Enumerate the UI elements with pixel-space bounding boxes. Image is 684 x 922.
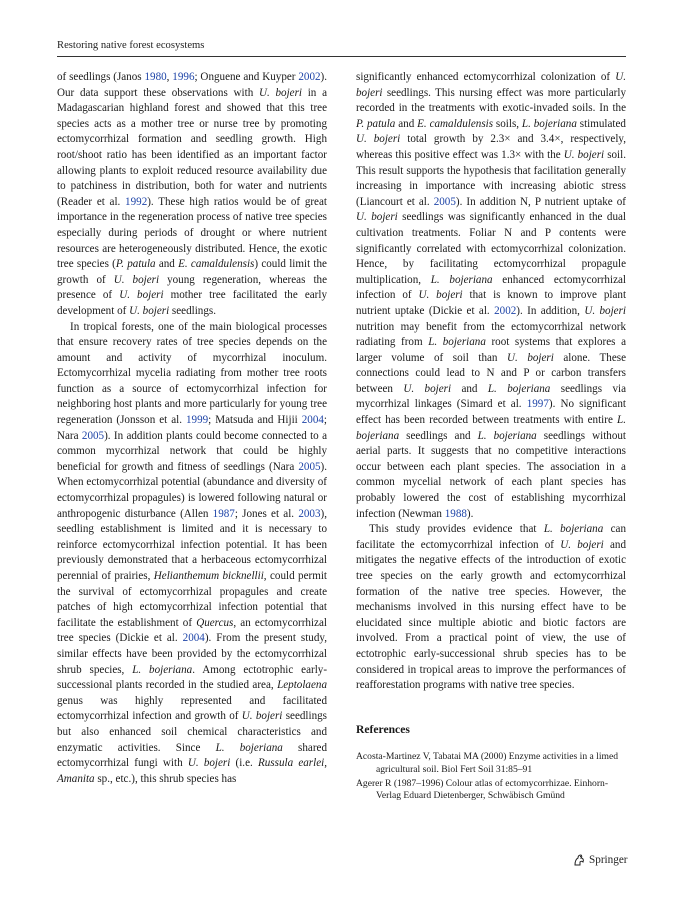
right-column [356,70,626,804]
citation-link[interactable]: 2004 [182,632,205,645]
citation-link[interactable]: 1980 [144,71,167,83]
publisher-name: Springer [589,854,628,866]
citation-link[interactable]: 1988 [444,507,467,520]
reference-item: Agerer R (1987–1996) Colour atlas of ectomycorrhizae. Einhorn-Verlag Eduard Dietenberger, Schwäbisch Gmünd [356,777,609,801]
left-column [57,70,327,787]
running-head-title: Restoring native forest ecosystems [57,40,205,51]
citation-link[interactable]: 1999 [185,414,209,427]
header-rule [57,56,626,57]
springer-horse-icon [572,853,586,867]
citation-link[interactable]: 2002 [298,71,321,83]
citation-link[interactable]: 1996 [172,71,195,83]
references-heading: References [356,722,410,736]
reference-item: Acosta-Martinez V, Tabatai MA (2000) Enzyme activities in a limed agricultural soil. Biol Fert Soil 31:85–91 [356,751,619,775]
citation-link[interactable]: 2005 [81,429,105,442]
body-paragraph: significantly enhanced ectomycorrhizal colonization of U. bojeri seedlings. This nursing effect was more particularly recorded in the treatments with exotic-invaded soils. In the P. patula and E. camaldulensis soils, L. bojeriana stimulated U. bojeri total growth by 2.3× and 3.4×, respectively, whereas this positive effect was 1.3× with the U. bojeri soil. This result supports the hypothesis that facilitation generally increasing in importance with increasing abiotic stress (Liancourt et al. 2005). In addition N, P nutrient uptake of U. bojeri seedlings was significantly enhanced in the dual cultivation treatments. Foliar N and P contents were significantly correlated with ectomycorrhizal colonization. Hence, by facilitating ectomycorrhizal propagule multiplication, L. bojeriana enhanced ectomycorrhizal infection of U. bojeri that is known to improve plant nutrient uptake (Dickie et al. 2002). In addition, U. bojeri nutrition may benefit from the ectomycorrhizal network radiating from L. bojeriana root systems that explores a larger volume of soil than U. bojeri alone. These connections could lead to N and P or carbon transfers between U. bojeri and L. bojeriana seedlings via mycorrhizal linkages (Simard et al. 1997). No significant effect has been recorded between treatments with entire L. bojeriana seedlings and L. bojeriana seedlings without aerial parts. It suggests that no competitive interactions occur between each plant species. The association in a common mycelial network of each plant species has probably lowered the cost of establishing mycorrhizal infection (Newman 1988). [356,71,627,520]
body-paragraph: of seedlings (Janos 1980, 1996; Onguene and Kuyper 2002). Our data support these observations with U. bojeri in a Madagascarian highland forest and showed that this tree species acts as a mother tree or nurse tree by promoting ectomycorrhizal formation and seedling growth. High root/shoot ratio has been identified as an important factor allowing plants to exploit reduced resource availability due to patchiness in distribution, both for water and nutrients (Reader et al. 1992). These high ratios would be of great importance in the regeneration process of native tree species especially during periods of drought or where nutrient resources are heterogeneously distributed. Hence, the exotic tree species (P. patula and E. camaldulensis) could limit the growth of U. bojeri young regeneration, whereas the presence of U. bojeri mother tree facilitated the early development of U. bojeri seedlings. [57,71,328,317]
body-paragraph: This study provides evidence that L. bojeriana can facilitate the ectomycorrhizal infection of U. bojeri and mitigates the negative effects of the introduction of exotic tree species on the early growth and ectomycorrhizal formation of the native tree species. However, the mechanisms involved in this nursing effect have to be elucidated since multiple abiotic and biotic factors are involved. From a practical point of view, the use of ectotrophic early-successional shrub species has to be considered in tropical areas to improve the performances of reafforestation programs with native tree species. [356,523,627,692]
citation-link[interactable]: 2005 [433,195,456,208]
citation-link[interactable]: 1987 [212,507,235,520]
citation-link[interactable]: 2005 [298,460,321,473]
body-paragraph: In tropical forests, one of the main biological processes that ensure recovery rates of tree species depends on the amount and activity of mycorrhizal inoculum. Ectomycorrhizal mycelia radiating from mother tree roots function as a source of ectomycorrhizal infection for neighboring host plants and more particularly for young tree regeneration (Jonsson et al. 1999; Matsuda and Hijii 2004; Nara 2005). In addition plants could become connected to a common mycorrhizal network that could be highly beneficial for growth and fitness of seedlings (Nara 2005). When ectomycorrhizal potential (abundance and diversity of ectomycorrhizal propagules) is lowered following natural or anthropogenic disturbance (Allen 1987; Jones et al. 2003), seedling establishment is limited and it is necessary to reinforce ectomycorrhizal infection potential. It has been previously demonstrated that a herbaceous ectomycorrhizal perennial of prairies, Helianthemum bicknellii, could permit the survival of ectomycorrhizal propagules and create patches of high ectomycorrhizal infection potential that facilitate the establishment of Quercus, an ectomycorrhizal tree species (Dickie et al. 2004). From the present study, similar effects have been provided by the ectomycorrhizal shrub species, L. bojeriana. Among ectotrophic early-successional plants recorded in the studied area, Leptolaena genus was highly represented and facilitated ectomycorrhizal infection and growth of U. bojeri seedlings but also enhanced soil chemical characteristics and enzymatic activities. Since L. bojeriana shared ectomycorrhizal fungi with U. bojeri (i.e. Russula earlei, Amanita sp., etc.), this shrub species has [57,320,328,785]
citation-link[interactable]: 1992 [125,195,148,208]
citation-link[interactable]: 2004 [301,414,324,427]
citation-link[interactable]: 2002 [494,304,517,317]
citation-link[interactable]: 2003 [298,507,321,520]
citation-link[interactable]: 1997 [526,398,549,411]
publisher-logo [572,853,628,867]
